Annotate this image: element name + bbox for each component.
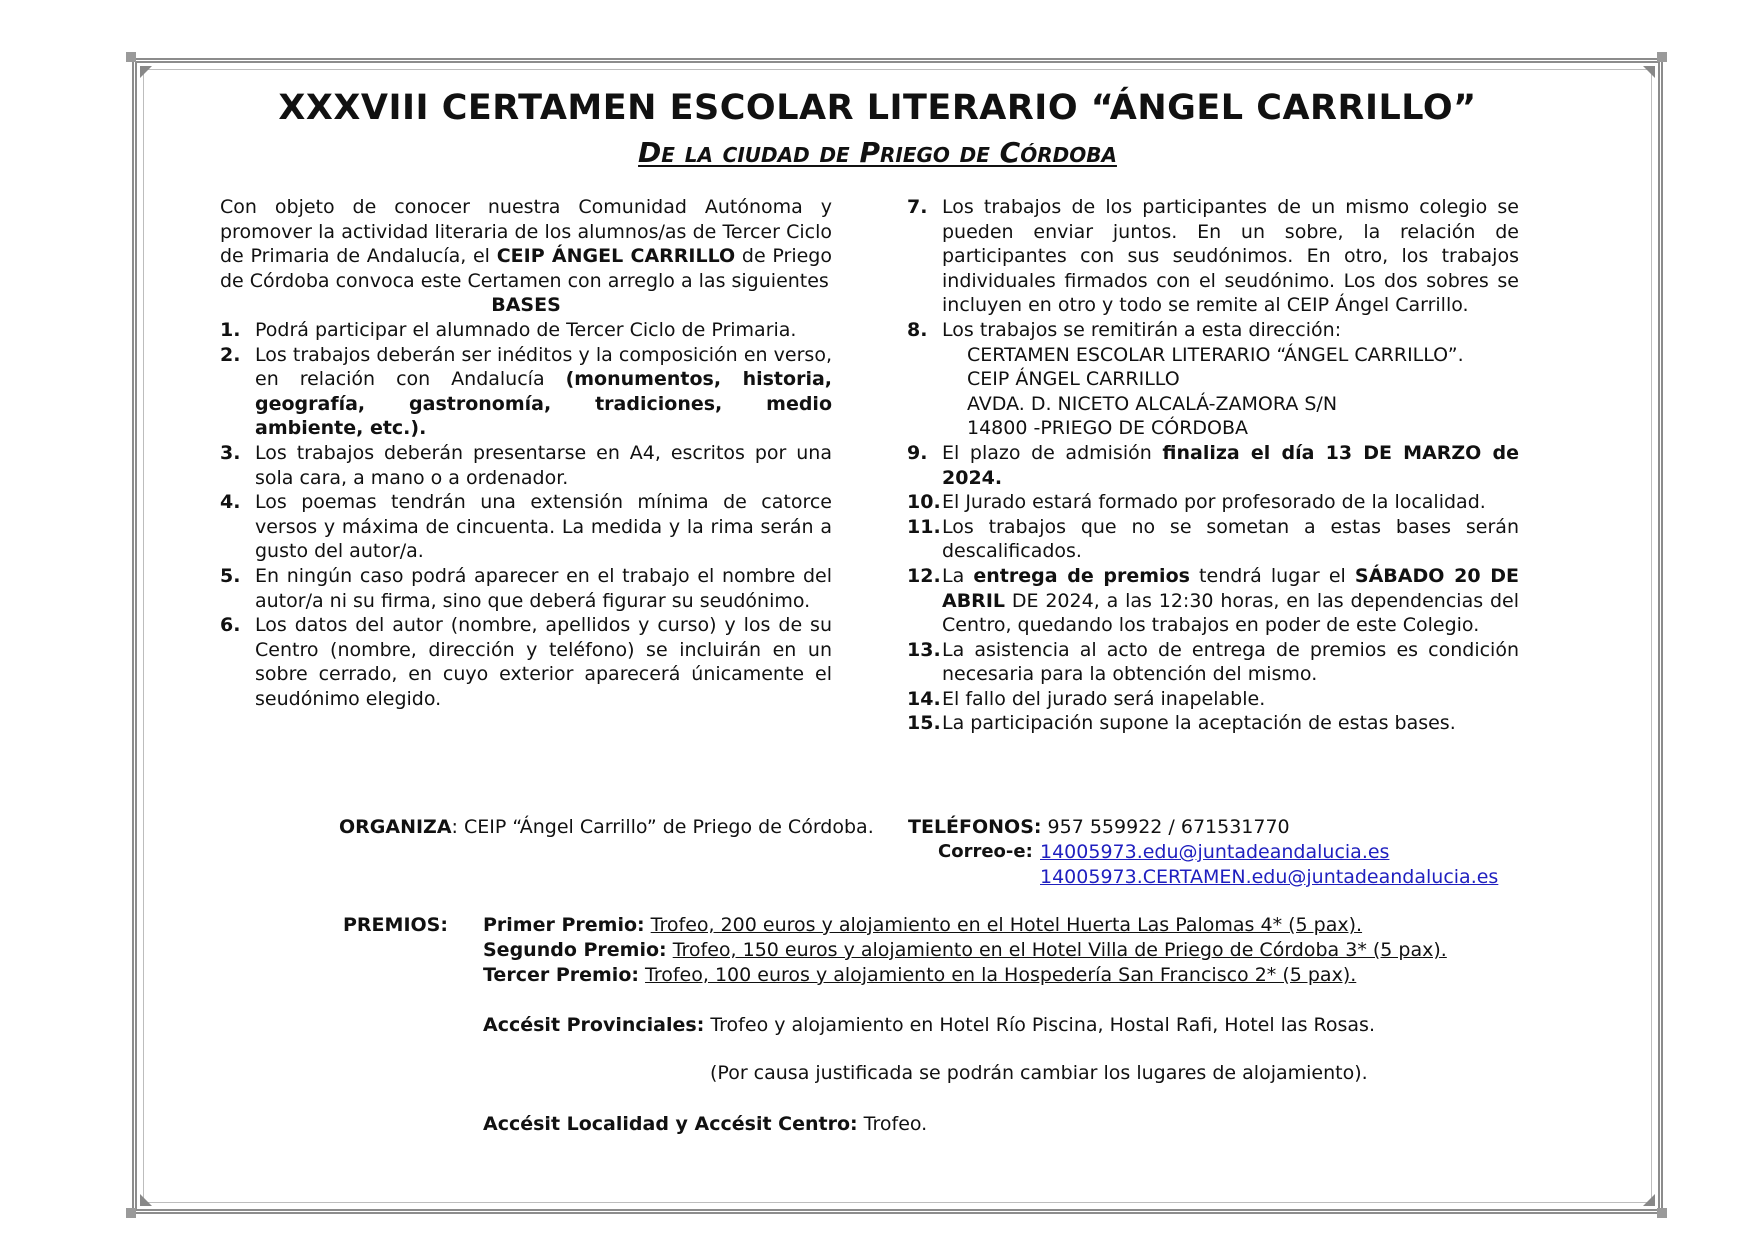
accesit-localidad-text: Trofeo. (857, 1113, 928, 1135)
base-number: 1. (220, 318, 241, 341)
base-item (907, 195, 1519, 318)
base-text: En ningún caso podrá aparecer en el trabajo el nombre del autor/a ni su firma, sino que deberá figurar su seudónimo. (255, 564, 832, 612)
base-text: DE 2024, a las 12:30 horas, en las dependencias del Centro, quedando los trabajos en poder de este Colegio. (942, 589, 1519, 637)
base-text: La asistencia al acto de entrega de premios es condición necesaria para la obtención del mismo. (942, 638, 1519, 686)
accesit-provinciales (483, 1013, 1375, 1037)
base-text: La (942, 564, 974, 587)
left-column (220, 195, 832, 711)
base-text: El Jurado estará formado por profesorado de la localidad. (942, 491, 1486, 514)
base-number: 14. (907, 687, 941, 710)
base-item (907, 564, 1519, 638)
base-number: 7. (907, 196, 928, 218)
accesit-provinciales-text: Trofeo y alojamiento en Hotel Río Piscina, Hostal Rafi, Hotel las Rosas. (704, 1014, 1375, 1036)
address-line: CERTAMEN ESCOLAR LITERARIO “ÁNGEL CARRILLO”. (967, 343, 1464, 366)
base-item (220, 318, 832, 343)
base-number: 8. (907, 318, 928, 341)
base-item (220, 490, 832, 564)
telefonos-label: TELÉFONOS: (908, 816, 1042, 838)
telefonos-line (908, 815, 1290, 839)
email-link-1[interactable]: 14005973.edu@juntadeandalucia.es (1040, 841, 1390, 863)
border-ornament (1643, 66, 1655, 78)
base-number: 5. (220, 564, 241, 587)
border-ornament (140, 1194, 152, 1206)
base-item (220, 564, 832, 613)
address-line: 14800 -PRIEGO DE CÓRDOBA (967, 417, 1249, 440)
base-text: Los trabajos de los participantes de un mismo colegio se pueden enviar juntos. En un sobre, la relación de participantes con sus seudónimos. En otro, los trabajos individuales firmados con el seudónimo. Los dos sobres se incluyen en otro y todo se remite al CEIP Ángel Carrillo. (942, 196, 1519, 317)
base-number: 12. (907, 564, 941, 587)
email-link-2[interactable]: 14005973.CERTAMEN.edu@juntadeandalucia.es (1040, 866, 1499, 888)
deadline-text: finaliza el día 13 DE MARZO de 2024. (942, 441, 1520, 489)
base-text: El plazo de admisión (942, 441, 1163, 464)
event-date: SÁBADO 20 DE ABRIL (942, 564, 1519, 612)
bases-heading: BASES (491, 294, 561, 317)
address-line: CEIP ÁNGEL CARRILLO (967, 368, 1180, 391)
base-item (907, 687, 1519, 712)
segundo-premio-label: Segundo Premio: (483, 939, 667, 961)
intro-text: Con objeto de conocer nuestra Comunidad Autónoma y promover la actividad literaria de los alumnos/as de Tercer Ciclo de Primaria de Andalucía, el (220, 196, 832, 268)
base-item (907, 515, 1519, 564)
border-corner (126, 1208, 136, 1218)
tercer-premio (483, 963, 1356, 987)
tercer-premio-label: Tercer Premio: (483, 964, 639, 986)
base-number: 10. (907, 491, 941, 514)
intro-text: de Priego de Córdoba convoca este Certamen con arreglo a las siguientes (220, 245, 832, 292)
accesit-provinciales-label: Accésit Provinciales: (483, 1014, 705, 1036)
organiza-line (339, 815, 874, 839)
primer-premio (483, 913, 1362, 937)
segundo-premio (483, 938, 1447, 962)
telefonos-text: 957 559922 / 671531770 (1041, 816, 1290, 838)
base-text-bold: (monumentos, historia, geografía, gastronomía, tradiciones, medio ambiente, etc.). (255, 368, 832, 440)
base-number: 6. (220, 614, 241, 637)
accesit-localidad-label: Accésit Localidad y Accésit Centro: (483, 1113, 858, 1135)
base-item (220, 441, 832, 490)
base-number: 15. (907, 712, 941, 735)
organiza-text: : CEIP “Ángel Carrillo” de Priego de Córdoba. (451, 816, 874, 838)
base-item (907, 638, 1519, 687)
address-line: AVDA. D. NICETO ALCALÁ-ZAMORA S/N (967, 392, 1338, 415)
primer-premio-label: Primer Premio: (483, 914, 645, 936)
base-text: Los trabajos se remitirán a esta dirección: (942, 318, 1342, 341)
base-number: 2. (220, 343, 241, 366)
segundo-premio-text: Trofeo, 150 euros y alojamiento en el Hotel Villa de Priego de Córdoba 3* (5 pax). (672, 939, 1447, 961)
base-text: Los trabajos que no se sometan a estas bases serán descalificados. (942, 515, 1519, 563)
base-text: Los poemas tendrán una extensión mínima de catorce versos y máxima de cincuenta. La medida y la rima serán a gusto del autor/a. (255, 491, 832, 563)
base-text-bold: entrega de premios (973, 564, 1190, 587)
base-item (220, 343, 832, 441)
intro-school-name: CEIP ÁNGEL CARRILLO (496, 245, 736, 268)
primer-premio-text: Trofeo, 200 euros y alojamiento en el Hotel Huerta Las Palomas 4* (5 pax). (650, 914, 1363, 936)
base-text: Podrá participar el alumnado de Tercer Ciclo de Primaria. (255, 318, 797, 341)
border-corner (1657, 52, 1667, 62)
premios-label: PREMIOS: (343, 914, 448, 936)
base-number: 11. (907, 515, 941, 538)
right-column (907, 195, 1519, 736)
base-item (220, 613, 832, 711)
document-title: XXXVIII CERTAMEN ESCOLAR LITERARIO “ÁNGEL CARRILLO” (278, 88, 1477, 128)
base-number: 13. (907, 638, 941, 661)
base-item (907, 711, 1519, 736)
border-corner (126, 52, 136, 62)
border-corner (1657, 1208, 1667, 1218)
accesit-localidad (483, 1112, 927, 1136)
base-item (907, 318, 1519, 343)
base-item (907, 490, 1519, 515)
alojamiento-nota: (Por causa justificada se podrán cambiar los lugares de alojamiento). (710, 1062, 1368, 1084)
base-number: 3. (220, 441, 241, 464)
tercer-premio-text: Trofeo, 100 euros y alojamiento en la Hospedería San Francisco 2* (5 pax). (645, 964, 1357, 986)
document-subtitle: De la ciudad de Priego de Córdoba (638, 136, 1117, 169)
base-text: tendrá lugar el (1189, 564, 1355, 587)
base-text: El fallo del jurado será inapelable. (942, 687, 1266, 710)
base-number: 4. (220, 491, 241, 514)
base-text: Los trabajos deberán presentarse en A4, escritos por una sola cara, a mano o a ordenador. (255, 441, 832, 489)
base-text: La participación supone la aceptación de estas bases. (942, 712, 1456, 735)
base-item (907, 441, 1519, 490)
intro-paragraph (220, 195, 832, 293)
base-number: 9. (907, 441, 928, 464)
border-ornament (1643, 1194, 1655, 1206)
correo-label: Correo-e: (938, 841, 1033, 862)
base-text: Los trabajos deberán ser inéditos y la composición en verso, en relación con Andalucía (255, 343, 832, 391)
border-ornament (140, 66, 152, 78)
base-text: Los datos del autor (nombre, apellidos y curso) y los de su Centro (nombre, dirección y teléfono) se incluirán en un sobre cerrado, en cuyo exterior aparecerá únicamente el seudónimo elegido. (255, 614, 832, 710)
organiza-label: ORGANIZA (339, 816, 452, 838)
